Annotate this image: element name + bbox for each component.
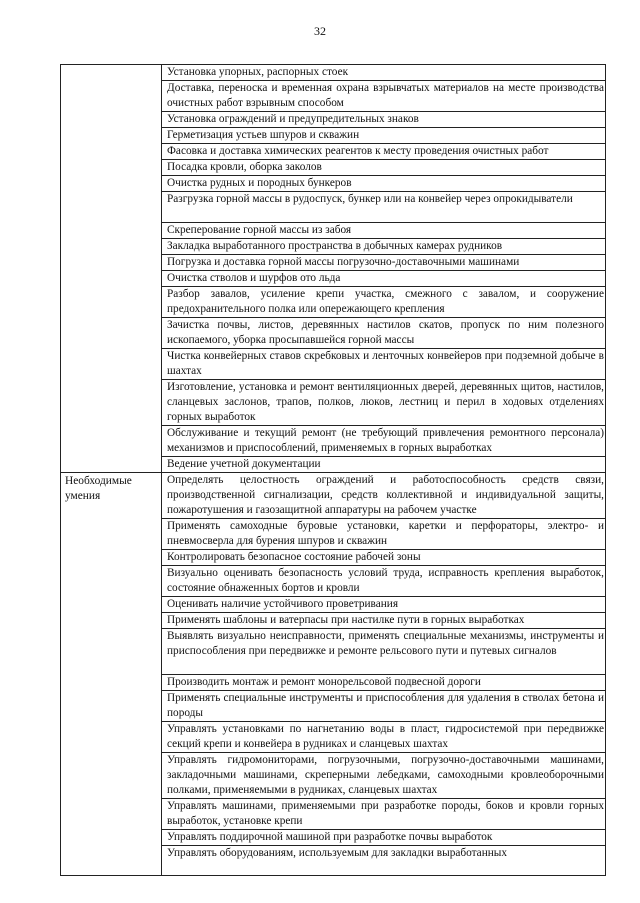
section-label: Необходимые умения [65,475,132,502]
task-row: Установка упорных, распорных стоек [161,65,606,81]
requirements-table [60,64,606,876]
page-number: 32 [314,24,326,38]
section-separator [61,472,161,473]
skill-row: Управлять поддирочной машиной при разработке почвы выработок [161,830,606,846]
task-row: Скреперование горной массы из забоя [161,223,606,239]
task-row: Зачистка почвы, листов, деревянных настилов скатов, пропуск по ним полезного ископаемого, уборка просыпавшейся горной массы [161,318,606,349]
skill-row: Оценивать наличие устойчивого проветривания [161,597,606,613]
task-row: Закладка выработанного пространства в добычных камерах рудников [161,239,606,255]
skill-row: Производить монтаж и ремонт монорельсовой подвесной дороги [161,675,606,691]
skill-row: Управлять машинами, применяемыми при разработке породы, боков и кровли горных выработок, установке крепи [161,799,606,830]
task-row: Изготовление, установка и ремонт вентиляционных дверей, деревянных щитов, настилов, сланцевых заслонов, трапов, полков, люков, лестниц и перил в ходовых отделениях горных выработок [161,380,606,426]
task-row: Посадка кровли, оборка заколов [161,160,606,176]
task-row: Герметизация устьев шпуров и скважин [161,128,606,144]
task-row: Фасовка и доставка химических реагентов к месту проведения очистных работ [161,144,606,160]
skill-row: Управлять оборудованиям, используемым для закладки выработанных [167,847,508,859]
task-row: Чистка конвейерных ставов скребковых и ленточных конвейеров при подземной добыче в шахтах [161,349,606,380]
task-row: Разгрузка горной массы в рудоспуск, бункер или на конвейер через опрокидыватели [161,192,606,223]
task-row: Разбор завалов, усиление крепи участка, смежного с завалом, и сооружение предохранительного полка или опережающего крепления [161,287,606,318]
task-row: Очистка стволов и шурфов ото льда [161,271,606,287]
skill-row: Контролировать безопасное состояние рабочей зоны [161,550,606,566]
task-row: Доставка, переноска и временная охрана взрывчатых материалов на месте производства очистных работ взрывным способом [161,81,606,112]
task-row: Установка ограждений и предупредительных знаков [161,112,606,128]
task-row: Ведение учетной документации [161,457,606,473]
skill-row: Применять шаблоны и ватерпасы при настилке пути в горных выработках [161,613,606,629]
task-row: Обслуживание и текущий ремонт (не требующий привлечения ремонтного персонала) механизмов и приспособлений, применяемых в горных выработках [161,426,606,457]
task-row: Погрузка и доставка горной массы погрузочно-доставочными машинами [161,255,606,271]
skill-row: Определять целостность ограждений и работоспособность средств связи, производственной сигнализации, средств коллективной и индивидуальной защиты, пожаротушения и газозащитной аппаратуры на рабочем участке [161,473,606,519]
skill-row: Управлять гидромониторами, погрузочными, погрузочно-доставочными машинами, закладочными машинами, скреперными лебедками, самоходными кровлеоборочными полками, применяемыми в рудниках, сланцевых шахтах [161,753,606,799]
skill-row: Управлять установками по нагнетанию воды в пласт, гидросистемой при передвижке секций крепи и конвейера в рудниках и сланцевых шахтах [161,722,606,753]
table-rows [161,65,606,876]
skill-row: Выявлять визуально неисправности, применять специальные механизмы, инструменты и приспособления при передвижке и ремонте рельсового пути и путевых сигналов [161,629,606,675]
skill-row: Применять самоходные буровые установки, каретки и перфораторы, электро- и пневмосверла для бурения шпуров и скважин [161,519,606,550]
skill-row: Визуально оценивать безопасность условий труда, исправность крепления выработок, состояние обнаженных бортов и кровли [161,566,606,597]
skill-row: Применять специальные инструменты и приспособления для удаления в стволах бетона и породы [161,691,606,722]
task-row: Очистка рудных и породных бункеров [161,176,606,192]
